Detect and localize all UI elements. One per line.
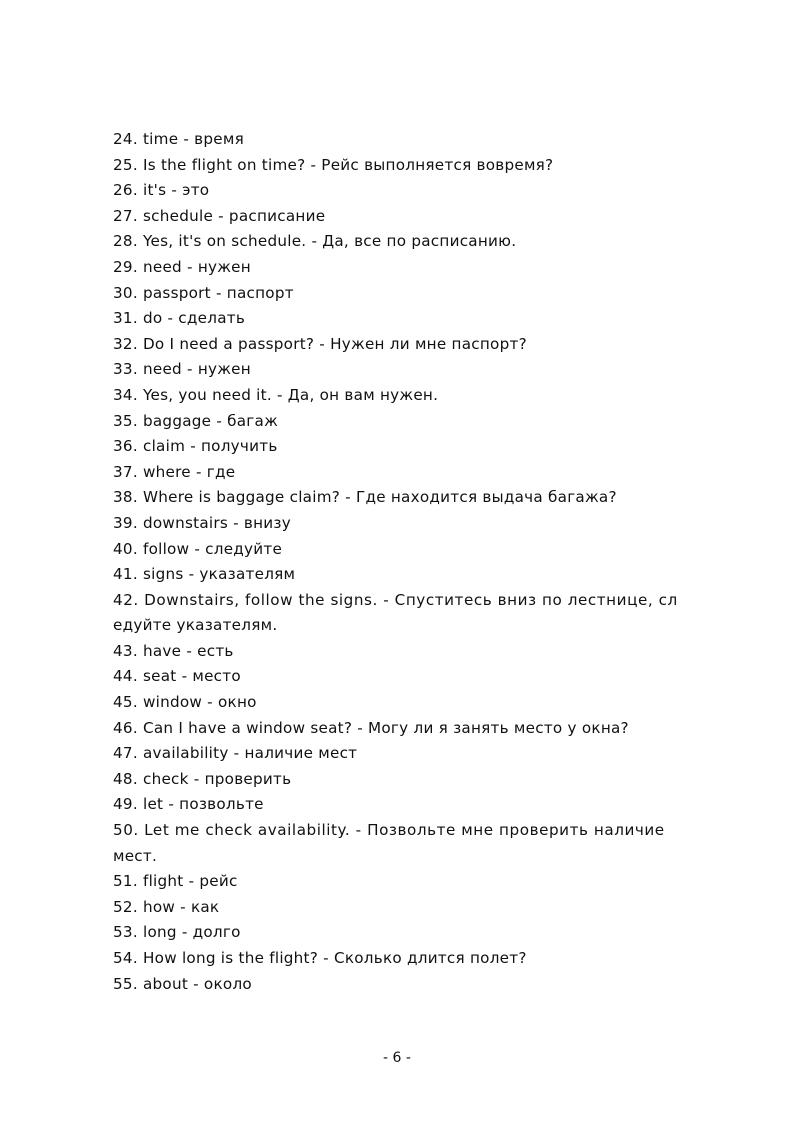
list-item: 28. Yes, it's on schedule. - Да, все по расписанию.: [113, 232, 517, 251]
list-item: 35. baggage - багаж: [113, 411, 279, 430]
list-item: 50. Let me check availability. - Позвольте мне проверить наличие: [113, 821, 665, 840]
list-item: 51. flight - рейс: [113, 872, 238, 891]
list-item: 25. Is the flight on time? - Рейс выполняется вовремя?: [113, 155, 554, 174]
list-item: 39. downstairs - внизу: [113, 513, 291, 532]
list-item: 53. long - долго: [113, 923, 241, 942]
list-item: 27. schedule - расписание: [113, 206, 326, 225]
list-item: 45. window - окно: [113, 693, 257, 712]
list-item: 30. passport - паспорт: [113, 283, 294, 302]
list-item: 40. follow - следуйте: [113, 539, 283, 558]
list-item-continuation: едуйте указателям.: [113, 616, 278, 635]
list-item: 34. Yes, you need it. - Да, он вам нужен.: [113, 385, 439, 404]
list-item: 41. signs - указателям: [113, 565, 296, 584]
list-item: 55. about - около: [113, 974, 252, 993]
list-item: 52. how - как: [113, 897, 220, 916]
list-item: 42. Downstairs, follow the signs. - Спуститесь вниз по лестнице, сл: [113, 590, 678, 609]
list-item: 49. let - позвольте: [113, 795, 264, 814]
list-item: 33. need - нужен: [113, 360, 251, 379]
list-item: 48. check - проверить: [113, 769, 292, 788]
list-item: 31. do - сделать: [113, 309, 246, 328]
list-item: 32. Do I need a passport? - Нужен ли мне паспорт?: [113, 334, 527, 353]
page-number: - 6 -: [383, 1050, 411, 1066]
list-item: 44. seat - место: [113, 667, 241, 686]
list-item: 29. need - нужен: [113, 257, 251, 276]
list-item: 47. availability - наличие мест: [113, 744, 358, 763]
list-item: 26. it's - это: [113, 181, 210, 200]
list-item: 54. How long is the flight? - Сколько длится полет?: [113, 949, 527, 967]
list-item-continuation: мест.: [113, 846, 158, 865]
list-item: 24. time - время: [113, 130, 244, 148]
list-item: 46. Can I have a window seat? - Могу ли я занять место у окна?: [113, 718, 629, 737]
list-item: 38. Where is baggage claim? - Где находится выдача багажа?: [113, 488, 617, 507]
vocabulary-list: [113, 127, 693, 997]
list-item: 37. where - где: [113, 462, 236, 481]
list-item: 43. have - есть: [113, 641, 234, 660]
list-item: 36. claim - получить: [113, 437, 278, 456]
